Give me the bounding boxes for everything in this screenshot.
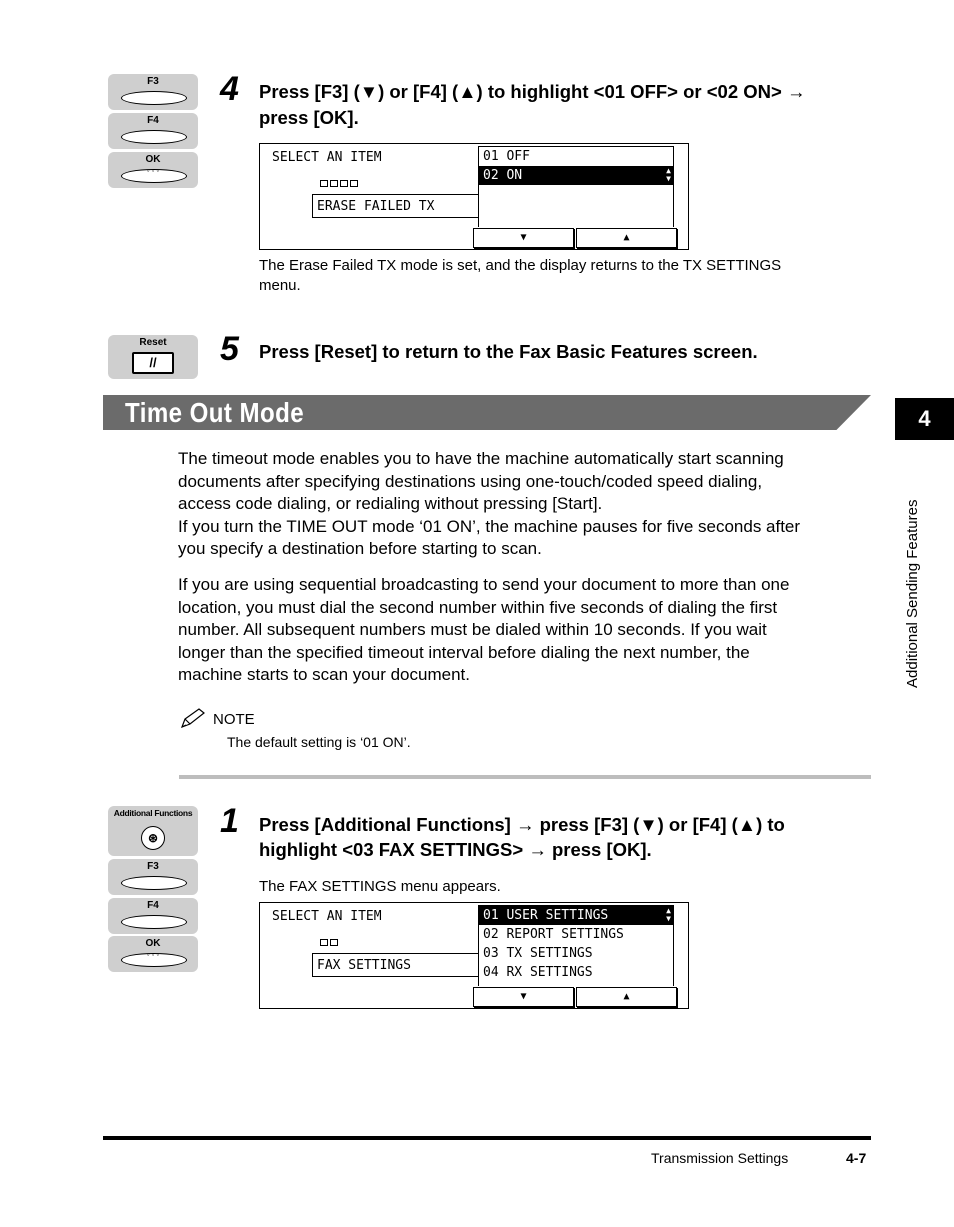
section-title: Time Out Mode [125, 397, 305, 428]
f3-key[interactable] [108, 859, 198, 895]
broadcast-paragraph [178, 574, 789, 687]
lcd-option[interactable]: 04 RX SETTINGS [483, 965, 593, 980]
note-text: The default setting is ‘01 ON’. [227, 734, 411, 750]
ok-dots-icon: ◦◦◦ [146, 950, 162, 959]
reset-button-icon[interactable]: // [132, 352, 174, 374]
lcd-option-list [478, 905, 674, 986]
down-arrow-button[interactable]: ▼ [473, 228, 574, 248]
lcd-option-list [478, 146, 674, 227]
lcd-field: ERASE FAILED TX [312, 194, 478, 218]
up-arrow-button[interactable]: ▲ [576, 987, 677, 1007]
up-arrow-button[interactable]: ▲ [576, 228, 677, 248]
lcd-option-selected[interactable] [479, 166, 673, 185]
up-down-icon: ▲ ▼ [666, 166, 671, 183]
f3-key-button[interactable] [121, 876, 187, 890]
paragraph-line: If you turn the TIME OUT mode ‘01 ON’, the machine pauses for five seconds after [178, 516, 801, 536]
step-result-line: The Erase Failed TX mode is set, and the display returns to the TX SETTINGS [259, 257, 782, 274]
reset-key[interactable] [108, 335, 198, 379]
step-instruction-line: highlight <03 FAX SETTINGS> → press [OK]. [259, 839, 652, 860]
paragraph-line: access code dialing, or redialing without pressing [Start]. [178, 494, 603, 514]
footer-section-name: Transmission Settings [651, 1150, 789, 1166]
ok-key-button[interactable] [121, 166, 187, 183]
f4-key-label: F4 [147, 900, 159, 911]
step-instruction-line: Press [Additional Functions] → press [F3] (▼) or [F4] (▲) to [259, 814, 785, 835]
ok-key-button[interactable] [121, 950, 187, 967]
paragraph-line: number. All subsequent numbers must be dialed within 10 seconds. If you wait [178, 620, 767, 640]
ok-dots-icon: ◦◦◦ [146, 166, 162, 175]
chapter-title: Additional Sending Features [904, 499, 921, 688]
f4-key-button[interactable] [121, 915, 187, 929]
step-instruction-line: press [OK]. [259, 107, 359, 128]
f3-key-label: F3 [147, 76, 159, 87]
step-number: 1 [220, 802, 239, 840]
step-instruction [259, 79, 805, 131]
additional-functions-key-label: Additional Functions [113, 808, 193, 818]
lcd-option-label: 02 ON [483, 168, 523, 183]
lcd-display [259, 143, 689, 250]
paragraph-line: you specify a destination before starting to scan. [178, 539, 542, 559]
ok-key[interactable] [108, 936, 198, 972]
f3-key-label: F3 [147, 861, 159, 872]
lcd-field: FAX SETTINGS [312, 953, 478, 977]
f4-key-button[interactable] [121, 130, 187, 144]
lcd-level-indicator [320, 939, 338, 946]
step-instruction [259, 812, 785, 862]
paragraph-line: longer than the specified timeout interval before dialing the next number, the [178, 642, 750, 662]
ok-key[interactable] [108, 152, 198, 188]
lcd-display [259, 902, 689, 1009]
lcd-option[interactable]: 03 TX SETTINGS [483, 946, 593, 961]
paragraph-line: If you are using sequential broadcasting to send your document to more than one [178, 575, 790, 594]
lcd-level-indicator [320, 180, 358, 187]
lcd-option[interactable]: 02 REPORT SETTINGS [483, 927, 624, 942]
lcd-option[interactable]: 01 OFF [483, 149, 530, 164]
section-divider [179, 775, 871, 779]
lcd-option-selected[interactable] [479, 906, 673, 925]
f4-key-label: F4 [147, 115, 159, 126]
lcd-title: SELECT AN ITEM [272, 909, 382, 924]
paragraph-line: machine starts to scan your document. [178, 665, 470, 685]
ok-key-label: OK [145, 938, 161, 949]
ok-key-label: OK [145, 154, 161, 165]
step-result [259, 256, 781, 296]
lcd-option-label: 01 USER SETTINGS [483, 908, 609, 923]
f3-key-button[interactable] [121, 91, 187, 105]
paragraph-line: documents after specifying destinations using one-touch/coded speed dialing, [178, 471, 763, 491]
step-number: 5 [220, 330, 239, 368]
step-instruction: Press [Reset] to return to the Fax Basic Features screen. [259, 341, 758, 362]
intro-paragraph [178, 448, 800, 561]
down-arrow-button[interactable]: ▼ [473, 987, 574, 1007]
note-label: NOTE [213, 711, 255, 728]
step-result: The FAX SETTINGS menu appears. [259, 878, 501, 895]
step-instruction-line: Press [F3] (▼) or [F4] (▲) to highlight <01 OFF> or <02 ON> → [259, 81, 806, 102]
reset-key-label: Reset [139, 337, 167, 348]
up-down-icon: ▲ ▼ [666, 906, 671, 923]
f3-key[interactable] [108, 74, 198, 110]
paragraph-line: location, you must dial the second number within five seconds of dialing the first [178, 597, 778, 617]
step-number: 4 [220, 70, 239, 108]
additional-functions-key[interactable] [108, 806, 198, 856]
additional-functions-icon[interactable]: ⊛ [141, 826, 165, 850]
step-result-line: menu. [259, 277, 301, 294]
page-number: 4-7 [846, 1150, 867, 1166]
footer-rule [103, 1136, 871, 1140]
f4-key[interactable] [108, 113, 198, 149]
paragraph-line: The timeout mode enables you to have the machine automatically start scanning [178, 449, 784, 468]
pencil-icon [179, 707, 207, 729]
chapter-tab: 4 [895, 398, 954, 440]
f4-key[interactable] [108, 898, 198, 934]
lcd-title: SELECT AN ITEM [272, 150, 382, 165]
